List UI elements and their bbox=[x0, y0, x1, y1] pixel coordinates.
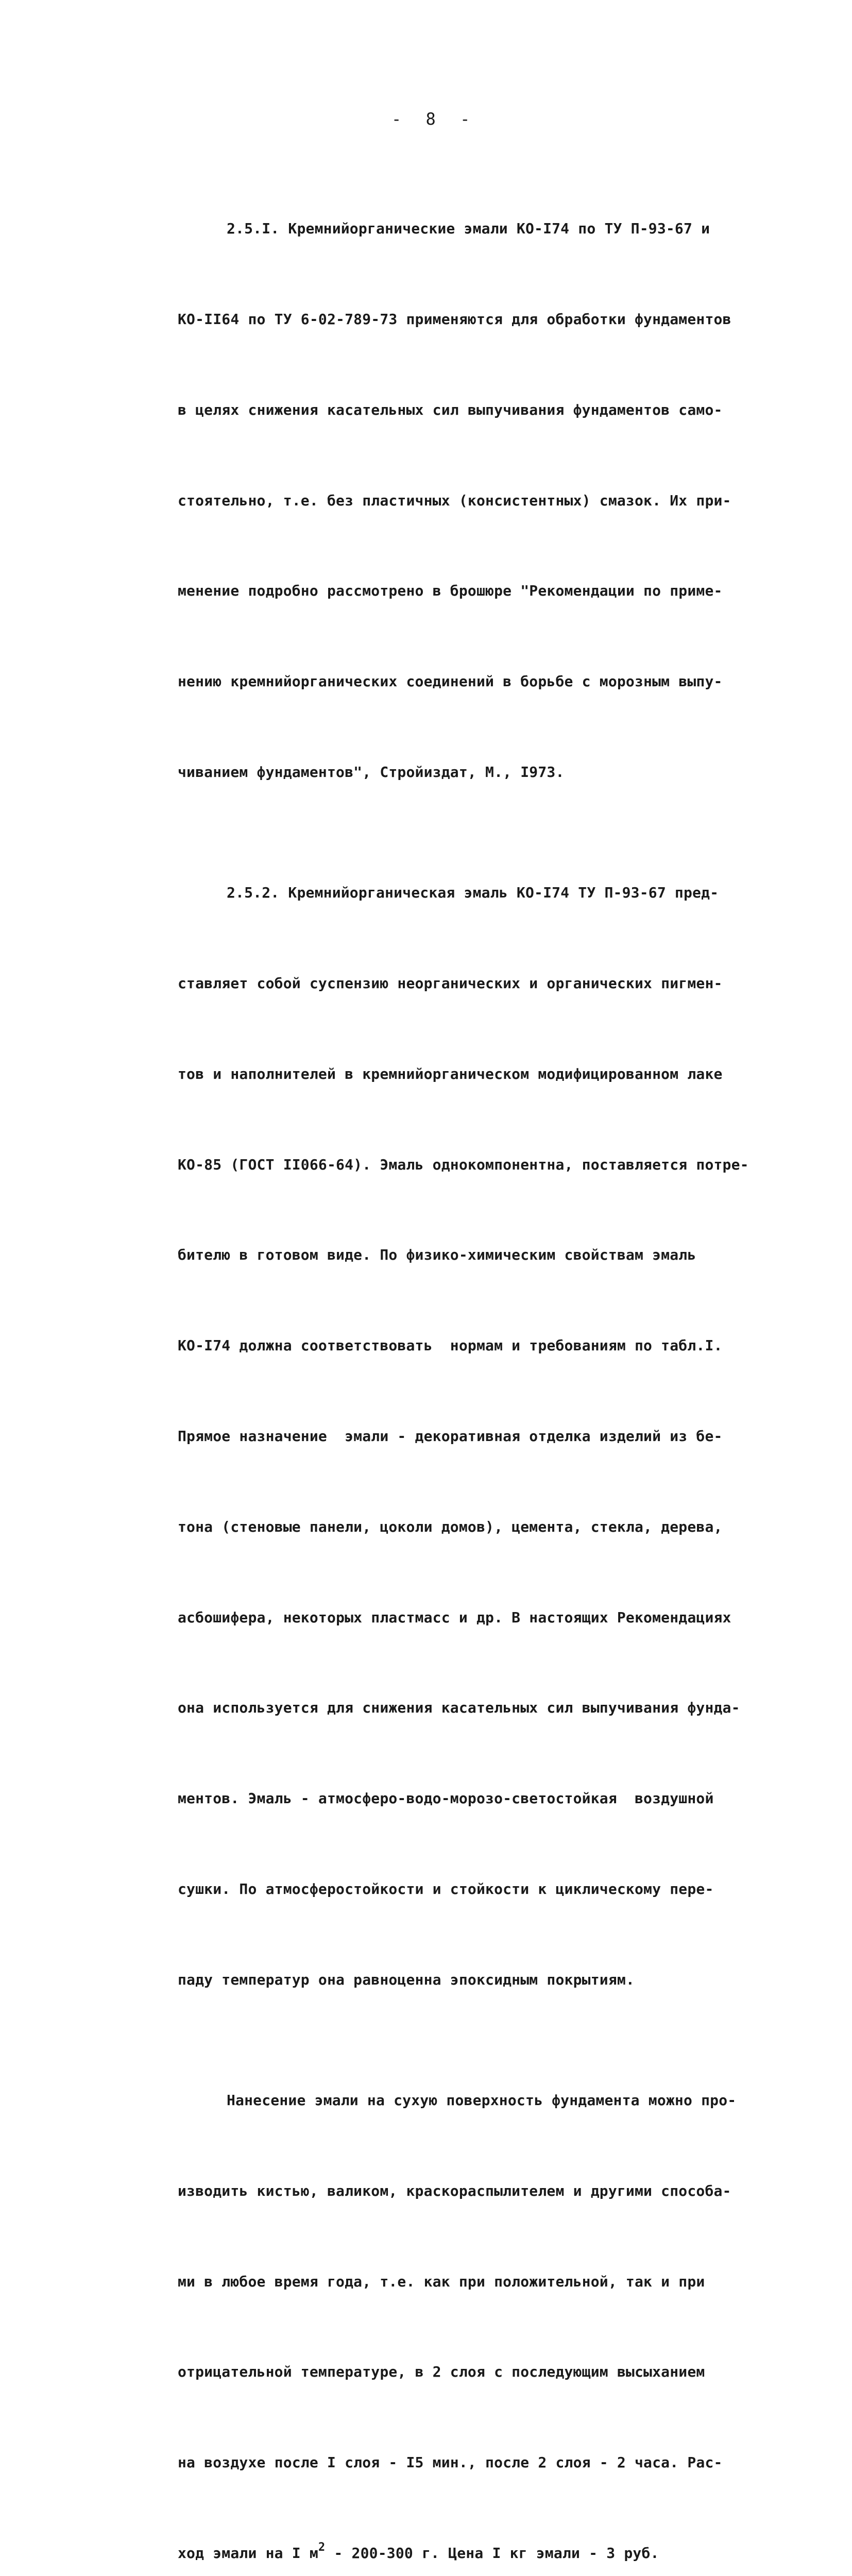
paragraph-application-line: Нанесение эмали на сухую поверхность фундамента можно про- bbox=[227, 2092, 737, 2109]
paragraph-2-5-1-line: 2.5.I. Кремнийорганические эмали КО-I74 по ТУ П-93-67 и bbox=[227, 220, 710, 238]
paragraph-2-5-1-line: в целях снижения касательных сил выпучивания фундаментов само- bbox=[178, 401, 723, 418]
paragraph-2-5-1-line: чиванием фундаментов", Стройиздат, М., I973. bbox=[178, 763, 565, 781]
paragraph-2-5-2-line: тона (стеновые панели, цоколи домов), цемента, стекла, дерева, bbox=[178, 1518, 723, 1535]
paragraph-application-line: на воздухе после I слоя - I5 мин., после 2 слоя - 2 часа. Рас- bbox=[178, 2454, 723, 2471]
paragraph-2-5-1-line: стоятельно, т.е. без пластичных (консистентных) смазок. Их при- bbox=[178, 492, 731, 509]
paragraph-2-5-1-line: КО-II64 по ТУ 6-02-789-73 применяются для обработки фундаментов bbox=[178, 310, 731, 328]
consumption-price-text: - 200-300 г. Цена I кг эмали - 3 руб. bbox=[325, 2544, 659, 2562]
paragraph-2-5-2-line: КО-85 (ГОСТ II066-64). Эмаль однокомпонентна, поставляется потре- bbox=[178, 1156, 749, 1173]
paragraph-application-line: ми в любое время года, т.е. как при положительной, так и при bbox=[178, 2273, 705, 2290]
paragraph-2-5-2-line: 2.5.2. Кремнийорганическая эмаль КО-I74 ТУ П-93-67 пред- bbox=[227, 884, 719, 902]
paragraph-2-5-2-line: бителю в готовом виде. По физико-химическим свойствам эмаль bbox=[178, 1246, 696, 1264]
paragraph-2-5-2-line: сушки. По атмосферостойкости и стойкости к циклическому пере- bbox=[178, 1880, 714, 1897]
consumption-text: ход эмали на I м bbox=[178, 2544, 318, 2562]
paragraph-application-line: изводить кистью, валиком, краскораспылителем и другими способа- bbox=[178, 2182, 731, 2199]
paragraph-application-line: отрицательной температуре, в 2 слоя с последующим высыханием bbox=[178, 2363, 705, 2381]
page-number: - 8 - bbox=[391, 109, 478, 129]
paragraph-2-5-1-line: нению кремнийорганических соединений в борьбе с морозным выпу- bbox=[178, 673, 723, 690]
paragraph-2-5-1-line: менение подробно рассмотрено в брошюре "Рекомендации по приме- bbox=[178, 582, 723, 600]
paragraph-2-5-2-line: она используется для снижения касательных сил выпучивания фунда- bbox=[178, 1699, 740, 1717]
paragraph-application-line bbox=[178, 2538, 786, 2569]
paragraph-2-5-2-line: асбошифера, некоторых пластмасс и др. В настоящих Рекомендациях bbox=[178, 1608, 731, 1626]
paragraph-2-5-2-line: ментов. Эмаль - атмосферо-водо-морозо-светостойкая воздушной bbox=[178, 1790, 714, 1807]
document-body bbox=[178, 154, 786, 2576]
superscript-square: 2 bbox=[318, 2540, 326, 2554]
paragraph-2-5-2-line: Прямое назначение эмали - декоративная отделка изделий из бе- bbox=[178, 1427, 723, 1445]
paragraph-2-5-2-line: тов и наполнителей в кремнийорганическом модифицированном лаке bbox=[178, 1065, 723, 1082]
paragraph-2-5-2-line: паду температур она равноценна эпоксидным покрытиям. bbox=[178, 1971, 635, 1988]
paragraph-2-5-2-line: ставляет собой суспензию неорганических и органических пигмен- bbox=[178, 975, 723, 992]
paragraph-2-5-2-line: КО-I74 должна соответствовать нормам и требованиям по табл.I. bbox=[178, 1337, 723, 1354]
